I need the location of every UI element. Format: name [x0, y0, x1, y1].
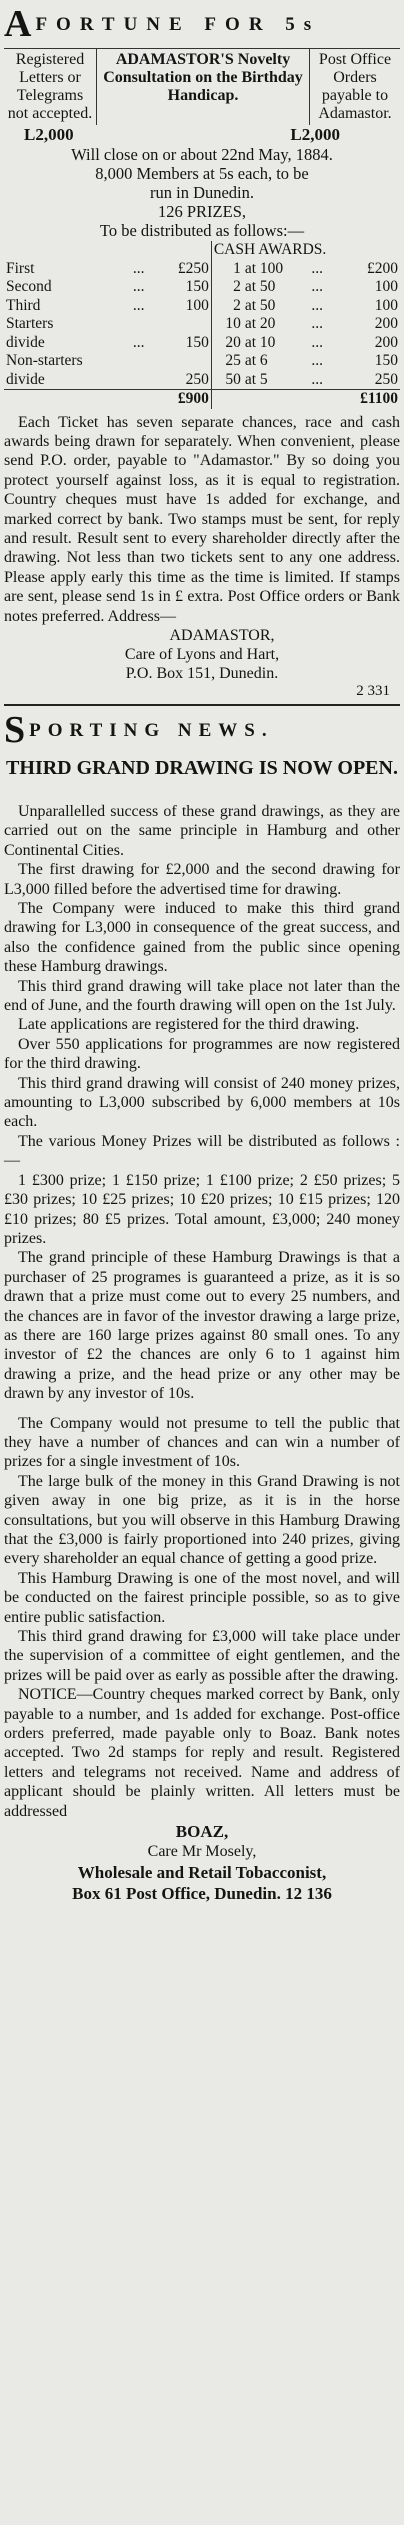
table-cell: at 5 — [244, 370, 268, 388]
table-cell: at 100 — [244, 259, 284, 277]
table-cell: Starters — [6, 315, 54, 332]
advert2-name: BOAZ, — [175, 1822, 229, 1842]
cash-awards-header: CASH AWARDS. — [211, 241, 400, 260]
table-cell: 50 — [211, 371, 242, 390]
table-cell — [155, 352, 211, 371]
total-right: £1100 — [334, 390, 400, 409]
table-cell: at 6 — [244, 352, 268, 369]
advert1-drop-cap: A — [4, 3, 36, 45]
advert2-trade: Wholesale and Retail Tobacconist, — [77, 1863, 327, 1883]
table-cell: at 50 — [244, 278, 276, 295]
total-left: £900 — [155, 390, 211, 409]
table-cell: 100 — [374, 296, 398, 314]
advert2-paragraph: Late applications are registered for the third drawing. — [18, 1016, 360, 1034]
advert2-care: Care Mr Mosely, — [147, 1843, 257, 1861]
table-cell: £200 — [367, 259, 398, 277]
advert2-headline — [4, 708, 400, 752]
advert2-paragraph: This third grand drawing will take place not later than the end of June, and the fourth drawing will open on the 1st July. — [4, 977, 400, 1015]
advert2-paragraph: This Hamburg Drawing is one of the most novel, and will be conducted on the fairest principle possible, so as to give entire public satisfaction. — [4, 1569, 400, 1626]
advert1-headline — [4, 2, 400, 46]
table-cell: Second — [6, 278, 52, 295]
advert1-prize-line — [4, 125, 400, 145]
advert2-box: Box 61 Post Office, Dunedin. 12 136 — [72, 1884, 332, 1904]
table-cell — [155, 315, 211, 334]
advert1-prizes-heading: 126 PRIZES, — [157, 202, 246, 221]
spacer — [4, 1404, 400, 1414]
table-row — [4, 352, 400, 371]
table-cell: 2 — [211, 278, 242, 297]
table-cell: ... — [132, 278, 145, 295]
table-cell: 100 — [374, 278, 398, 295]
table-cell: at 50 — [244, 296, 276, 314]
table-cell — [131, 315, 156, 334]
table-cell: 20 — [211, 334, 242, 353]
table-cell: 150 — [374, 352, 398, 369]
advert1-prize-table — [4, 241, 400, 409]
table-cell: ... — [311, 333, 324, 351]
table-cell: ... — [311, 259, 324, 277]
advert2-drop-cap: S — [4, 708, 30, 751]
advert2-paragraph: This third grand drawing will consist of 240 money prizes, amounting to L3,000 subscribed by 6,000 members at 10s each. — [4, 1074, 400, 1131]
table-cell: ... — [311, 315, 324, 332]
advert1-three-column-box — [4, 48, 400, 125]
table-cell: ... — [311, 352, 324, 369]
table-cell: 250 — [374, 370, 398, 388]
table-row — [4, 371, 400, 390]
advert2-paragraph: This third grand drawing for £3,000 will take place under the supervision of a committee of eight gentlemen, and the prizes will be paid over as early as possible after the drawing. — [4, 1628, 400, 1684]
advert2-paragraph: Unparallelled success of these grand drawings, as they are carried out on the same principle in Hamburg and other Continental Cities. — [4, 802, 400, 859]
advert1-col-right: Post Office Orders payable to Adamastor. — [309, 49, 400, 125]
advert2-paragraph: The grand principle of these Hamburg Drawings is that a purchaser of 25 programes is guaranteed a prize, as it is so drawn that a prize must come out to every 25 numbers, and the chances are in favor of the investor drawing a large prize, as there are 160 large prizes against 80 small ones. To any investor of £2 the chances are only 6 to 1 against him drawing a prize, and the head prize or any other may be drawn by any investor of 10s. — [4, 1249, 400, 1403]
table-cell: ... — [132, 333, 145, 351]
advert1-ref: 2 331 — [356, 682, 390, 699]
advert2-paragraph: The first drawing for £2,000 and the second drawing for L3,000 filled before the advertised time for drawing. — [4, 861, 400, 898]
advert1-name: ADAMASTOR, — [169, 626, 275, 644]
advert2-prize-list: 1 £300 prize; 1 £150 prize; 1 £100 prize; 2 £50 prizes; 5 £30 prizes; 10 £25 prizes; 10 £20 prizes; 10 £15 prizes; 120 £10 prizes; 80 £5 prizes. Total amount, £3,000; 240 money prizes. — [4, 1171, 400, 1247]
table-cell: 25 — [211, 352, 242, 371]
table-cell: £250 — [177, 259, 209, 277]
table-cell: ... — [132, 259, 145, 277]
table-cell: 150 — [185, 333, 209, 351]
advert1-run-line: run in Dunedin. — [149, 183, 255, 202]
table-cell: ... — [132, 296, 145, 314]
advert1-col-left: Registered Letters or Telegrams not accepted. — [4, 49, 97, 125]
table-header-row — [4, 241, 400, 260]
advert1-prize-left: L2,000 — [24, 125, 74, 144]
advert1-headline-text: FORTUNE FOR 5s — [35, 14, 321, 35]
divider — [4, 704, 400, 706]
table-cell: 200 — [374, 315, 398, 332]
advert1-care: Care of Lyons and Hart, — [124, 645, 280, 663]
table-cell: 250 — [185, 370, 209, 388]
table-row — [4, 278, 400, 297]
table-cell: 10 — [211, 315, 242, 334]
table-cell: First — [6, 259, 35, 277]
table-cell: 1 — [211, 260, 242, 279]
advert1-members-line: 8,000 Members at 5s each, to be — [95, 164, 309, 183]
table-row — [4, 297, 400, 316]
advert1-col-mid: ADAMASTOR'S Novelty Consultation on the Birthday Handicap. — [103, 51, 303, 104]
advert2-paragraph: Over 550 applications for programmes are now registered for the third drawing. — [4, 1035, 400, 1073]
table-cell: 200 — [374, 333, 398, 351]
advert1-close-line: Will close on or about 22nd May, 1884. — [71, 145, 333, 164]
advert2-paragraph: The large bulk of the money in this Grand Drawing is not given away in one big prize, as it is in the horse consultations, but you will observe in this Hamburg Drawing that the £3,000 is fairly proportioned into 240 prizes, giving every shareholder an equal chance of getting a good prize. — [4, 1472, 400, 1568]
table-cell: Third — [6, 296, 41, 314]
table-row — [4, 334, 400, 353]
table-row — [4, 260, 400, 279]
table-cell: at 10 — [244, 333, 276, 351]
advert2-paragraph: The various Money Prizes will be distributed as follows :— — [4, 1132, 400, 1170]
table-cell — [131, 371, 156, 390]
table-cell: 150 — [185, 278, 209, 295]
table-row — [4, 315, 400, 334]
advert1-dist-line: To be distributed as follows:— — [99, 221, 305, 240]
table-cell: 100 — [185, 296, 209, 314]
table-cell — [131, 352, 156, 371]
table-cell: ... — [311, 370, 324, 388]
newspaper-column — [4, 0, 400, 1904]
advert2-headline-text: PORTING NEWS. — [29, 719, 274, 741]
advert2-subhead: THIRD GRAND DRAWING IS NOW OPEN. — [6, 756, 398, 779]
table-total-row — [4, 390, 400, 409]
table-cell: 2 — [211, 297, 242, 316]
table-cell: divide — [6, 333, 45, 351]
advert1-prize-right: L2,000 — [290, 125, 340, 144]
advert2-paragraph: The Company would not presume to tell the public that they have a number of chances and can win a number of prizes for a single investment of 10s. — [4, 1414, 400, 1471]
table-cell: divide — [6, 370, 45, 388]
table-cell: ... — [311, 278, 324, 295]
advert1-box: P.O. Box 151, Dunedin. — [125, 664, 279, 682]
table-cell: Non-starters — [6, 352, 83, 369]
advert2-notice: NOTICE—Country cheques marked correct by Bank, only payable to a number, and 1s added for exchange. Post-office orders preferred, made payable only to Boaz. Bank notes accepted. Two 2d stamps for reply and result. Registered letters and telegrams not received. Name and address of applicant should be plainly written. All letters must be addressed — [4, 1686, 400, 1820]
table-cell: ... — [311, 296, 324, 314]
advert2-paragraph: The Company were induced to make this third grand drawing for L3,000 in consequence of the great success, and also the confidence gained from the public since opening these Hamburg drawings. — [4, 900, 400, 976]
table-cell: at 20 — [244, 315, 276, 332]
advert1-body: Each Ticket has seven separate chances, race and cash awards being drawn for separately. When convenient, please send P.O. order, payable to "Adamastor." By so doing you protect yourself against loss, as it is equal to registration. Country cheques must have 1s added for exchange, and marked correct by bank. Two stamps must be sent, for reply and result. Result sent to every shareholder directly after the drawing. Not less than two tickets sent to any one address. Please apply early this time as the time is limited. If stamps are sent, please send 1s in £ extra. Post Office orders or Bank notes preferred. Address— — [4, 413, 400, 625]
